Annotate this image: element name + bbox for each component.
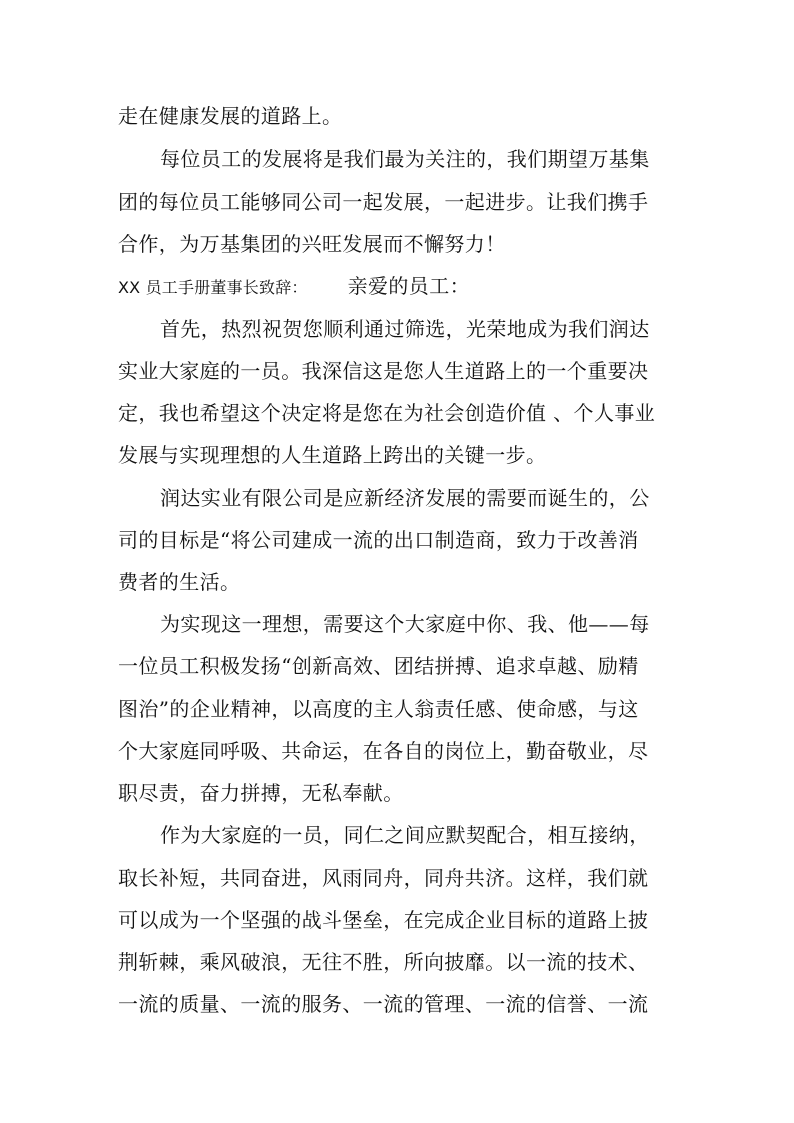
paragraph-start-line: 每位员工的发展将是我们最为关注的，我们期望万基集 — [160, 147, 650, 171]
text-line: 取长补短，共同奋进，风雨同舟，同舟共济。这样，我们就 — [118, 866, 649, 890]
text-line: 费者的生活。 — [118, 570, 241, 594]
text-line: 合作，为万基集团的兴旺发展而不懈努力！ — [118, 232, 506, 256]
letter-salutation: 亲爱的员工： — [347, 274, 471, 298]
text-line: 一位员工积极发扬“创新高效、团结拼搏、追求卓越、励精 — [118, 654, 639, 678]
paragraph-start-line: 为实现这一理想，需要这个大家庭中你、我、他——每 — [160, 612, 650, 636]
text-line: 个大家庭同呼吸、共命运，在各自的岗位上，勤奋敬业，尽 — [118, 739, 649, 763]
text-line: 司的目标是“将公司建成一流的出口制造商，致力于改善消 — [118, 528, 639, 552]
paragraph-start-line: 首先，热烈祝贺您顺利通过筛选，光荣地成为我们润达 — [160, 317, 650, 341]
text-line: 定，我也希望这个决定将是您在为社会创造价值 、个人事业 — [118, 401, 656, 425]
text-line: 荆斩棘，乘风破浪，无往不胜，所向披靡。以一流的技术、 — [118, 950, 649, 974]
paragraph-start-line: 润达实业有限公司是应新经济发展的需要而诞生的，公 — [160, 486, 650, 510]
text-line: 团的每位员工能够同公司一起发展，一起进步。让我们携手 — [118, 190, 649, 214]
text-line: 走在健康发展的道路上。 — [118, 104, 343, 128]
text-line: 发展与实现理想的人生道路上跨出的关键一步。 — [118, 443, 547, 467]
letter-title: XX 员工手册董事长致辞： — [118, 278, 308, 297]
text-line: 一流的质量、一流的服务、一流的管理、一流的信誉、一流 — [118, 992, 649, 1016]
text-line: 实业大家庭的一员。我深信这是您人生道路上的一个重要决 — [118, 359, 649, 383]
text-line: 可以成为一个坚强的战斗堡垒，在完成企业目标的道路上披 — [118, 908, 649, 932]
text-line: 职尽责，奋力拼搏，无私奉献。 — [118, 781, 404, 805]
letter-heading — [118, 274, 470, 298]
text-line: 图治”的企业精神，以高度的主人翁责任感、使命感，与这 — [118, 697, 639, 721]
paragraph-start-line: 作为大家庭的一员，同仁之间应默契配合，相互接纳， — [160, 823, 650, 847]
